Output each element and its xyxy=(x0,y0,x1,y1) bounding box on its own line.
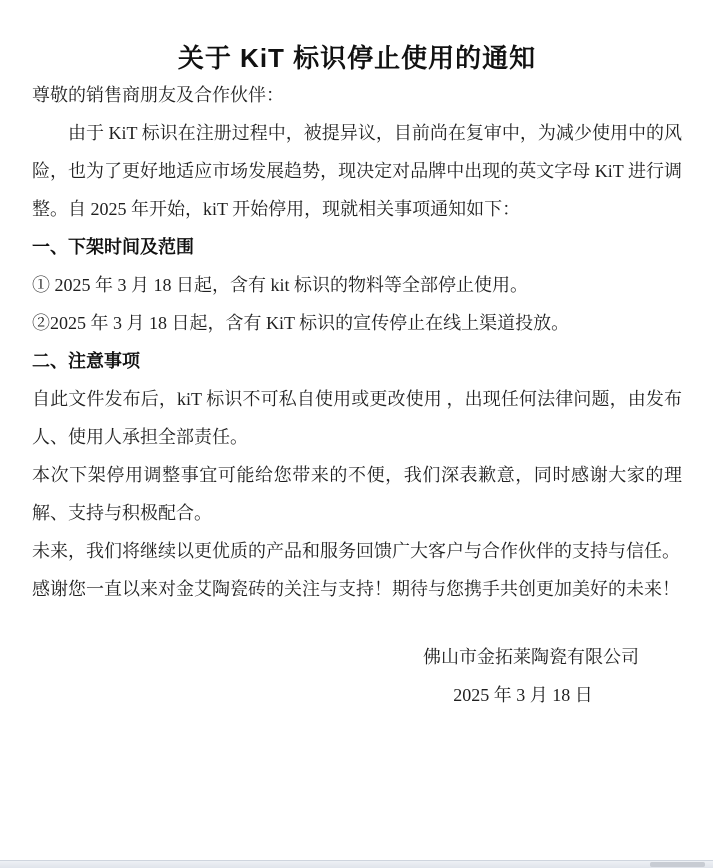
signature-block xyxy=(423,638,639,714)
signature-date: 2025 年 3 月 18 日 xyxy=(453,685,593,705)
section-1-item-2: ②2025 年 3 月 18 日起，含有 KiT 标识的宣传停止在线上渠道投放。 xyxy=(32,313,570,333)
intro-paragraph: 由于 KiT 标识在注册过程中，被提异议，目前尚在复审中，为减少使用中的风险，也为了更好地适应市场发展趋势，现决定对品牌中出现的英文字母 KiT 进行调整。自 2025 年开始，kiT 开始停用，现就相关事项通知如下： xyxy=(32,123,682,219)
paragraph-apology: 本次下架停用调整事宜可能给您带来的不便，我们深表歉意，同时感谢大家的理解、支持与积极配合。 xyxy=(32,465,682,523)
page-title: 关于 KiT 标识停止使用的通知 xyxy=(177,43,537,73)
section-2-heading: 二、注意事项 xyxy=(32,351,140,371)
document-content xyxy=(32,0,682,714)
paragraph-future: 未来，我们将继续以更优质的产品和服务回馈广大客户与合作伙伴的支持与信任。 xyxy=(32,541,680,561)
horizontal-scrollbar-thumb[interactable] xyxy=(650,862,705,867)
horizontal-scrollbar-track[interactable] xyxy=(0,860,713,868)
salutation: 尊敬的销售商朋友及合作伙伴： xyxy=(32,85,284,105)
section-1-item-1: ① 2025 年 3 月 18 日起，含有 kit 标识的物料等全部停止使用。 xyxy=(32,275,528,295)
company-signature: 佛山市金拓莱陶瓷有限公司 xyxy=(423,647,639,667)
paragraph-thanks: 感谢您一直以来对金艾陶瓷砖的关注与支持！期待与您携手共创更加美好的未来！ xyxy=(32,579,680,599)
section-1-heading: 一、下架时间及范围 xyxy=(32,237,194,257)
paragraph-liability: 自此文件发布后，kiT 标识不可私自使用或更改使用 ，出现任何法律问题，由发布人、使用人承担全部责任。 xyxy=(32,389,682,447)
